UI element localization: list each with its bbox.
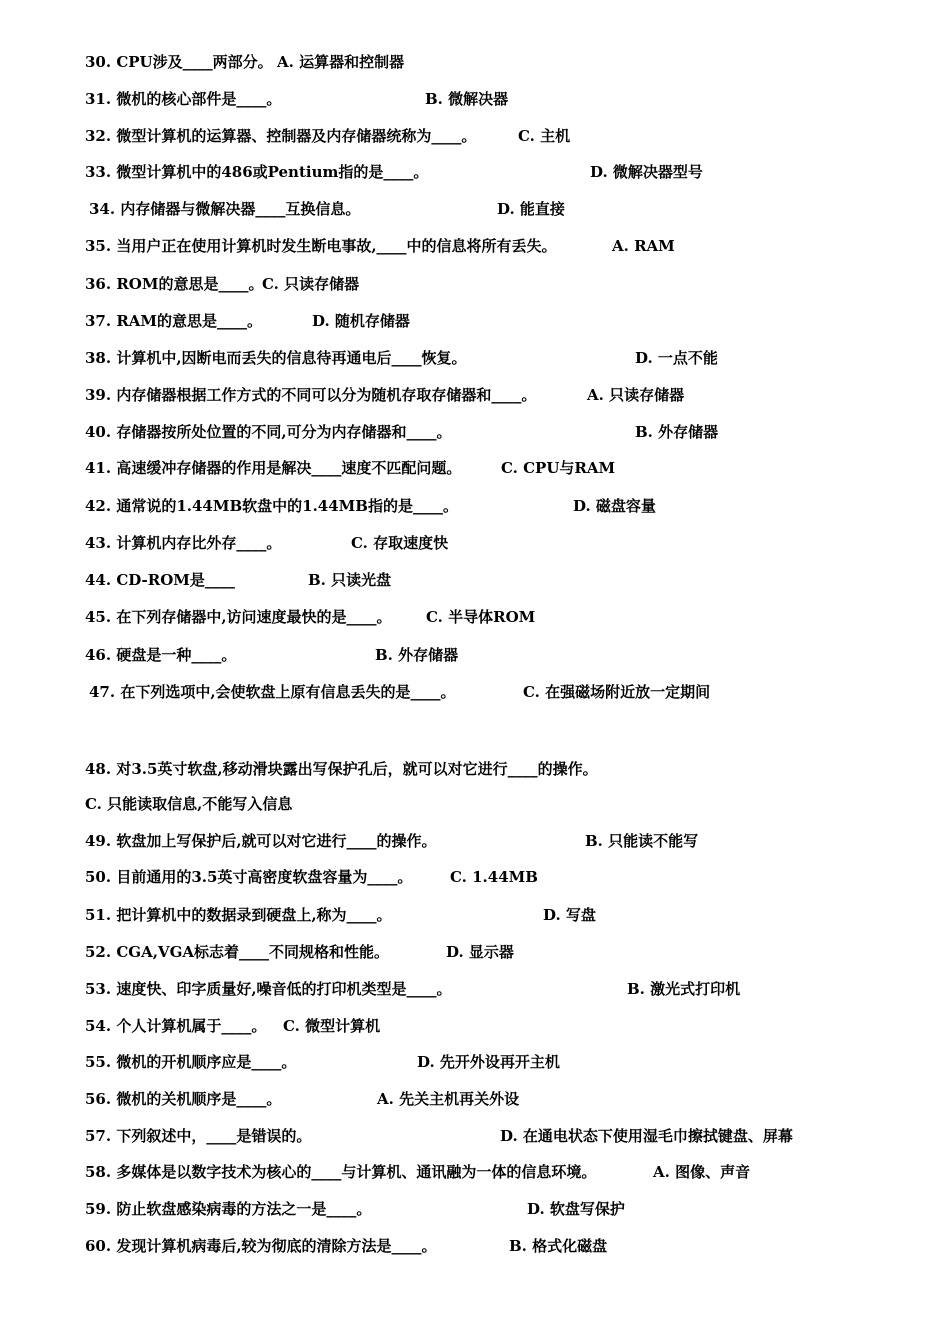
answer-text: B. 外存储器 [375, 646, 459, 664]
answer-text: D. 能直接 [497, 200, 565, 218]
answer-text: D. 写盘 [543, 906, 596, 924]
question-text: 30. CPU涉及____两部分。 [85, 53, 273, 71]
question-text: 45. 在下列存储器中,访问速度最快的是____。 [85, 608, 392, 626]
question-text: 57. 下列叙述中，____是错误的。 [85, 1127, 312, 1145]
answer-text: D. 微解决器型号 [590, 163, 703, 181]
question-text: 40. 存储器按所处位置的不同,可分为内存储器和____。 [85, 423, 452, 441]
question-text: 39. 内存储器根据工作方式的不同可以分为随机存取存储器和____。 [85, 386, 537, 404]
answer-text: D. 随机存储器 [312, 312, 410, 330]
question-text: 60. 发现计算机病毒后,较为彻底的清除方法是____。 [85, 1237, 437, 1255]
question-text: 43. 计算机内存比外存____。 [85, 534, 282, 552]
question-text: 52. CGA,VGA标志着____不同规格和性能。 [85, 943, 390, 961]
answer-text: C. 主机 [518, 127, 571, 145]
answer-text: C. 只能读取信息,不能写入信息 [85, 795, 293, 813]
answer-text: A. 运算器和控制器 [277, 53, 405, 71]
question-text: 55. 微机的开机顺序应是____。 [85, 1053, 297, 1071]
answer-text: D. 先开外设再开主机 [417, 1053, 560, 1071]
answer-text: B. 激光式打印机 [627, 980, 741, 998]
question-text: 42. 通常说的1.44MB软盘中的1.44MB指的是____。 [85, 497, 458, 515]
answer-text: C. CPU与RAM [501, 459, 616, 477]
answer-text: A. 只读存储器 [587, 386, 685, 404]
question-text: 31. 微机的核心部件是____。 [85, 90, 282, 108]
question-text: 33. 微型计算机中的486或Pentium指的是____。 [85, 163, 429, 181]
answer-text: C. 在强磁场附近放一定期间 [523, 683, 711, 701]
question-text: 38. 计算机中,因断电而丢失的信息待再通电后____恢复。 [85, 349, 467, 367]
question-text: 56. 微机的关机顺序是____。 [85, 1090, 282, 1108]
question-text: 34. 内存储器与微解决器____互换信息。 [89, 200, 361, 218]
answer-text: A. 图像、声音 [653, 1163, 751, 1181]
question-text: 35. 当用户正在使用计算机时发生断电事故,____中的信息将所有丢失。 [85, 237, 557, 255]
question-text: 50. 目前通用的3.5英寸高密度软盘容量为____。 [85, 868, 413, 886]
question-text: 36. ROM的意思是____。 [85, 275, 264, 293]
question-text: 51. 把计算机中的数据录到硬盘上,称为____。 [85, 906, 392, 924]
question-text: 44. CD-ROM是____ [85, 571, 235, 589]
answer-text: B. 格式化磁盘 [509, 1237, 608, 1255]
question-text: 46. 硬盘是一种____。 [85, 646, 237, 664]
answer-text: C. 微型计算机 [283, 1017, 381, 1035]
answer-text: B. 微解决器 [425, 90, 509, 108]
answer-text: A. 先关主机再关外设 [377, 1090, 520, 1108]
answer-text: D. 软盘写保护 [527, 1200, 625, 1218]
answer-text: C. 存取速度快 [351, 534, 449, 552]
question-text: 48. 对3.5英寸软盘,移动滑块露出写保护孔后，就可以对它进行____的操作。 [85, 760, 598, 778]
answer-text: B. 外存储器 [635, 423, 719, 441]
answer-text: B. 只能读不能写 [585, 832, 699, 850]
question-text: 54. 个人计算机属于____。 [85, 1017, 267, 1035]
question-text: 47. 在下列选项中,会使软盘上原有信息丢失的是____。 [89, 683, 456, 701]
answer-text: A. RAM [612, 237, 675, 255]
answer-text: D. 磁盘容量 [573, 497, 656, 515]
question-text: 41. 高速缓冲存储器的作用是解决____速度不匹配问题。 [85, 459, 462, 477]
answer-text: C. 1.44MB [450, 868, 538, 886]
question-text: 59. 防止软盘感染病毒的方法之一是____。 [85, 1200, 372, 1218]
question-text: 58. 多媒体是以数字技术为核心的____与计算机、通讯融为一体的信息环境。 [85, 1163, 597, 1181]
answer-text: C. 只读存储器 [262, 275, 360, 293]
question-text: 49. 软盘加上写保护后,就可以对它进行____的操作。 [85, 832, 437, 850]
question-text: 37. RAM的意思是____。 [85, 312, 263, 330]
question-text: 53. 速度快、印字质量好,噪音低的打印机类型是____。 [85, 980, 452, 998]
question-text: 32. 微型计算机的运算器、控制器及内存储器统称为____。 [85, 127, 477, 145]
answer-text: D. 显示器 [446, 943, 514, 961]
answer-text: B. 只读光盘 [308, 571, 392, 589]
answer-text: D. 在通电状态下使用湿毛巾擦拭键盘、屏幕 [500, 1127, 793, 1145]
answer-text: C. 半导体ROM [426, 608, 536, 626]
answer-text: D. 一点不能 [635, 349, 718, 367]
